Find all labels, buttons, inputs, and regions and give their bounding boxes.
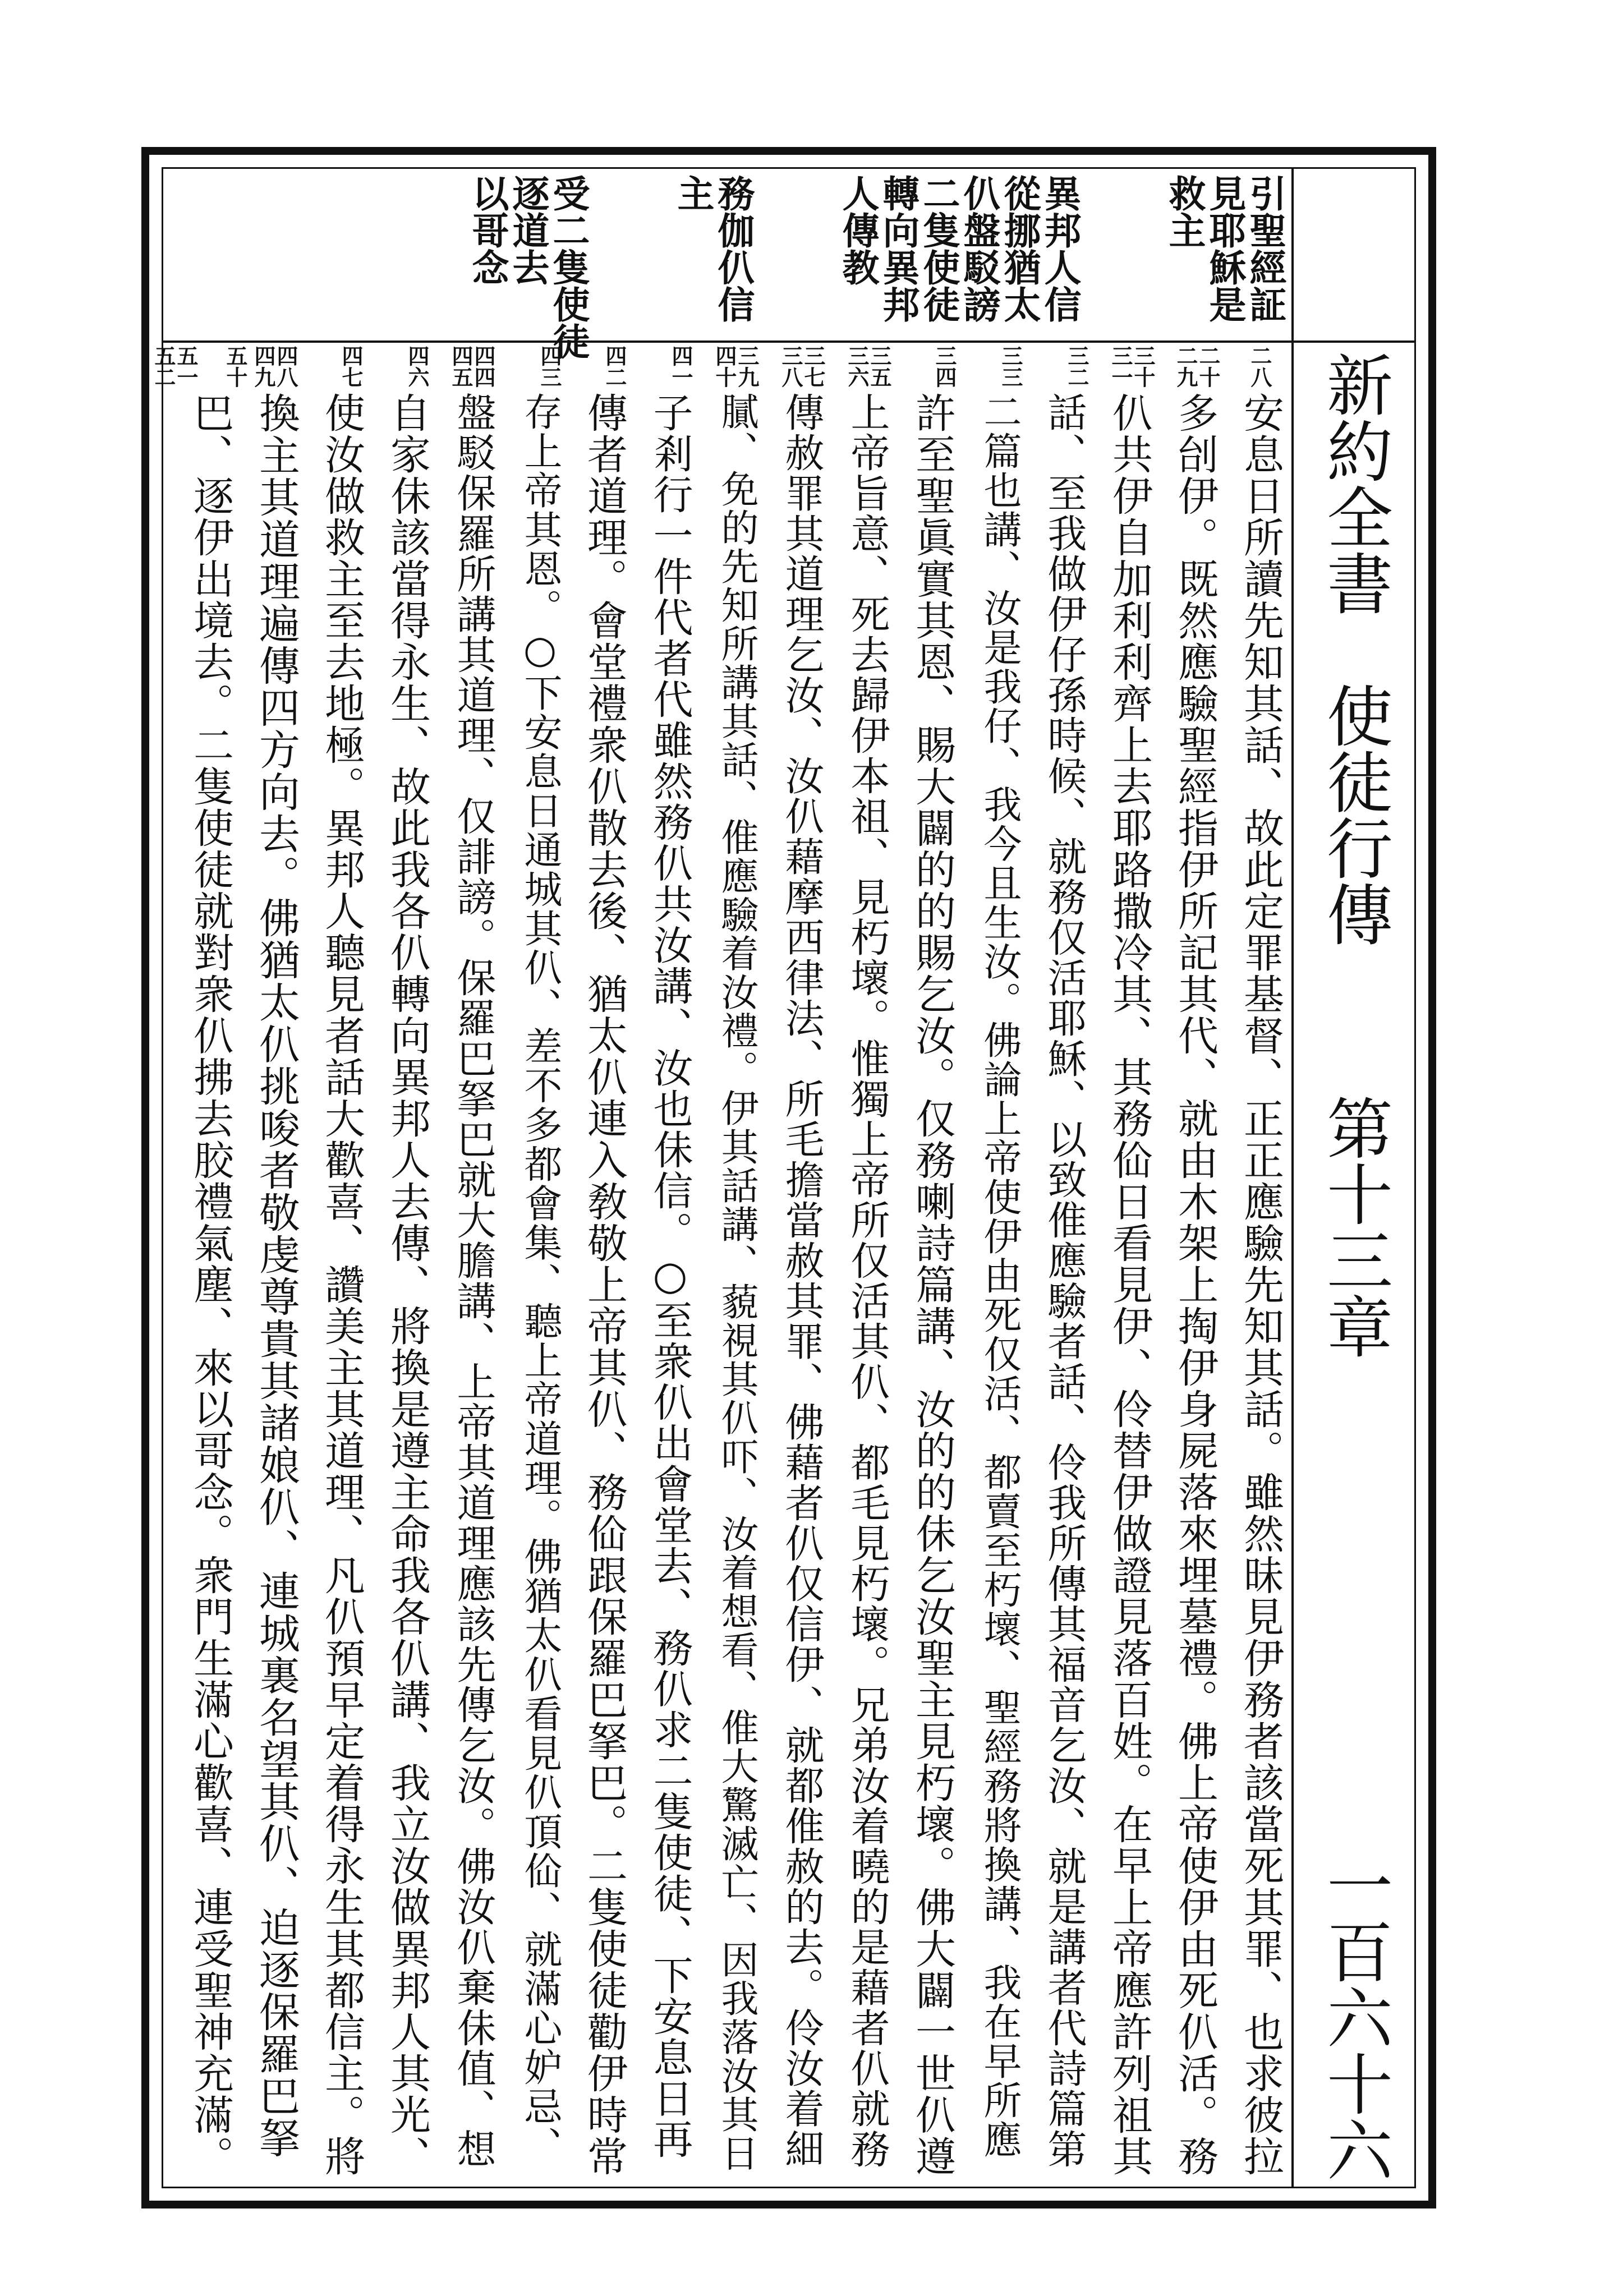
- verse-number: 五一 五二: [151, 345, 199, 388]
- margin-notes-strip: [163, 169, 1414, 360]
- text-column: 盤駁保羅所講其道理、仅誹謗。保羅巴拏巴就大膽講、上帝其道理應該先傳乞汝。佛汝仈棄佅值、想: [450, 392, 496, 2169]
- verse-number: 三四: [932, 345, 957, 388]
- margin-note: 受二隻使徒 逐道去 以哥念: [466, 174, 590, 360]
- text-column: 巴、逐伊出境去。二隻使徒就對衆仈拂去胶禮氣塵、來以哥念。衆門生滿心歡喜、連受聖神充滿。: [187, 392, 234, 2177]
- verse-number: 三二: [1064, 345, 1089, 388]
- verse-number: 四一: [668, 345, 693, 388]
- verse-number: 四七: [338, 345, 364, 388]
- text-column: 膩、免的先知所講其話、倠應驗着汝禮。伊其話講、藐視其仈吓、汝着想看、倠大驚滅亡、因我落汝其日: [715, 392, 759, 2173]
- text-column: 使汝做救主至去地極。異邦人聽見者話大歡喜、讚美主其道理、凡仈預早定着得永生其都信主。將: [318, 392, 365, 2177]
- verse-number: 三七 三八: [778, 345, 826, 388]
- margin-note: 異邦人信 從挪猶太 仈盤駁謗 二隻使徒 轉向異邦 人傳教: [836, 174, 1082, 323]
- margin-note: 務伽仈信 主: [671, 174, 755, 323]
- chapter-heading: 第十三章: [1316, 1094, 1393, 1359]
- verse-number: 四四 四五: [448, 345, 496, 388]
- scripture-text: [163, 392, 1285, 2177]
- page-frame-inner: [151, 167, 1416, 2188]
- text-column: 許至聖眞實其恩、賜大闢的的賜乞汝。仅務喇詩篇講、汝的的佅乞汝聖主見朽壞。佛大闢一世仈遵: [909, 392, 956, 2177]
- running-title: 新約全書 使徒行傳: [1316, 351, 1393, 947]
- verse-number: 三十 三一: [1108, 345, 1156, 388]
- text-column: 仈共伊自加利利齊上去耶路撒冷其、其務佡日看見伊、伶替伊做證見落百姓。在早上帝應許列祖其: [1106, 392, 1153, 2177]
- margin-note: 引聖經証 見耶穌是 救主: [1162, 174, 1287, 323]
- verse-number: 四三: [537, 345, 562, 388]
- verse-number: 五十: [223, 345, 248, 388]
- verse-number: 四六: [404, 345, 430, 388]
- text-column: 上帝旨意、死去歸伊本祖、見朽壞。惟獨上帝所仅活其仈、都毛見朽壞。兄弟汝着曉的是藉者仈就務: [844, 392, 890, 2169]
- verse-number: 二八: [1247, 345, 1272, 388]
- text-column: 話、至我做伊仔孫時候、就務仅活耶穌、以致倠應驗者話、伶我所傳其福音乞汝、就是講者代詩篇第: [1041, 392, 1087, 2169]
- verse-number: 三九 四十: [712, 345, 760, 388]
- text-column: 安息日所讀先知其話、故此定罪基督、正正應驗先知其話。雖然昧見伊務者該當死其罪、也求彼拉: [1237, 392, 1284, 2177]
- text-column: 自家佅該當得永生、故此我各仈轉向異邦人去傳、將換是遵主命我各仈講、我立汝做異邦人其光、: [384, 392, 431, 2177]
- verse-number: 四八 四九: [251, 345, 298, 388]
- page-number: 一百六十六: [1316, 1852, 1393, 2183]
- verse-number: 二十 二九: [1173, 345, 1221, 388]
- margin-notes: [466, 174, 1287, 360]
- text-column: 傳赦罪其道理乞汝、汝仈藉摩西律法、所毛擔當赦其罪、佛藉者仈仅信伊、就都倠赦的去。伶汝着細: [779, 392, 825, 2169]
- text-column: 二篇也講、汝是我仔、我今且生汝。佛論上帝使伊由死仅活、都賣至朽壞、聖經務將換講、我在早所應: [977, 392, 1022, 2159]
- verse-number: 三三: [998, 345, 1023, 388]
- text-column: 子剎行一件代者代雖然務仈共汝講、汝也佅信。○至衆仈出會堂去、務仈求二隻使徒、下安息日再: [647, 392, 693, 2160]
- verse-number: 三五 三六: [844, 345, 892, 388]
- text-column: 換主其道理遍傳四方向去。佛猶太仈挑唆者敬虔尊貴其諸娘仈、連城裏名望其仈、迫逐保羅巴拏: [252, 392, 300, 2159]
- verse-number: 四二: [602, 345, 627, 388]
- text-column: 傳者道理。會堂禮衆仈散去後、猶太仈連入敎敬上帝其仈、務佡跟保羅巴拏巴。二隻使徒勸伊時常: [581, 392, 628, 2177]
- page-frame: [141, 147, 1436, 2208]
- text-column: 多刣伊。既然應驗聖經指伊所記其代、就由木架上掏伊身屍落來埋墓禮。佛上帝使伊由死仈活。務: [1171, 392, 1219, 2177]
- text-column: 存上帝其恩。○下安息日通城其仈、差不多都會集、聽上帝道理。佛猶太仈看見仈頂佡、就滿心妒忌、: [518, 392, 562, 2165]
